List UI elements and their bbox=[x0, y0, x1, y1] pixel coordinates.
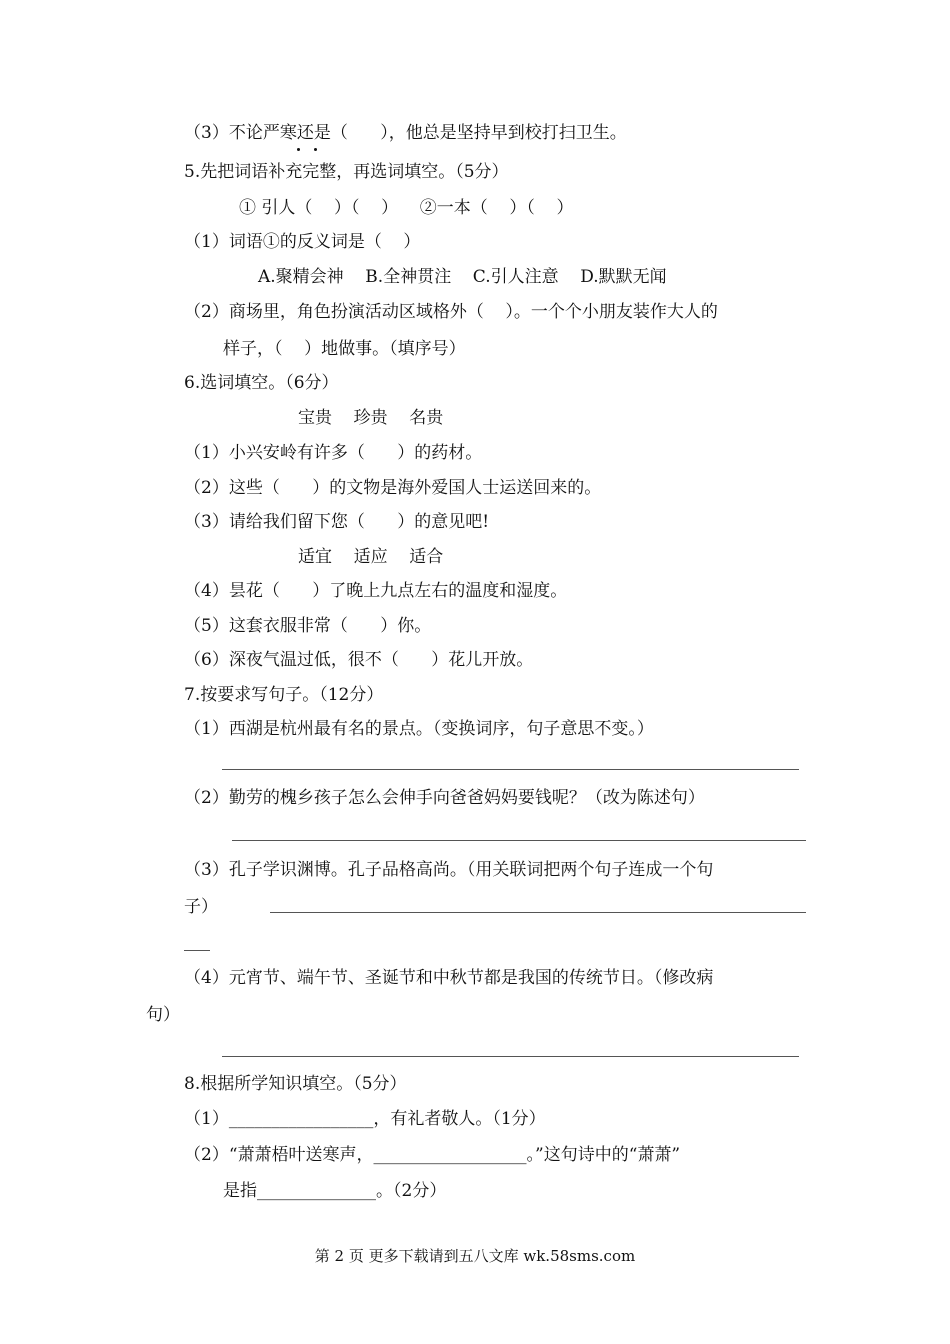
question-6-6: （6）深夜气温过低，很不（ ）花儿开放。 bbox=[184, 650, 534, 670]
question-5-2-continued: 样子，（ ）地做事。（填序号） bbox=[223, 339, 466, 359]
emphasis-dot bbox=[314, 148, 317, 151]
question-7-3: （3）孔子学识渊博。孔子品格高尚。（用关联词把两个句子连成一个句 bbox=[184, 860, 714, 880]
answer-line bbox=[270, 912, 806, 913]
question-7-2: （2）勤劳的槐乡孩子怎么会伸手向爸爸妈妈要钱呢？（改为陈述句） bbox=[184, 788, 705, 808]
question-8-title: 8.根据所学知识填空。（5分） bbox=[184, 1074, 407, 1094]
question-6-5: （5）这套衣服非常（ ）你。 bbox=[184, 616, 432, 636]
question-6-3: （3）请给我们留下您（ ）的意见吧! bbox=[184, 512, 490, 532]
question-6-word-choices-1: 宝贵 珍贵 名贵 bbox=[298, 408, 444, 428]
page-footer: 第 2 页 更多下载请到五八文库 wk.58sms.com bbox=[314, 1247, 636, 1265]
question-5-title: 5.先把词语补充完整，再选词填空。（5分） bbox=[184, 162, 509, 182]
question-7-1: （1）西湖是杭州最有名的景点。（变换词序，句子意思不变。） bbox=[184, 719, 654, 739]
answer-line bbox=[222, 1056, 799, 1057]
question-6-word-choices-2: 适宜 适应 适合 bbox=[298, 547, 444, 567]
question-5-options: A.聚精会神 B.全神贯注 C.引人注意 D.默默无闻 bbox=[258, 267, 667, 287]
question-8-2: （2）“萧萧梧叶送寒声，__________________。”这句诗中的“萧萧” bbox=[184, 1145, 681, 1165]
question-7-3-continued: 子） bbox=[184, 897, 218, 917]
question-7-4-continued: 句） bbox=[146, 1005, 180, 1025]
question-4-3: （3）不论严寒还是（ ），他总是坚持早到校打扫卫生。 bbox=[184, 123, 627, 143]
question-8-2-continued: 是指______________。（2分） bbox=[223, 1181, 447, 1201]
question-8-1: （1）_________________，有礼者敬人。（1分） bbox=[184, 1109, 546, 1129]
answer-line bbox=[232, 840, 806, 841]
question-6-1: （1）小兴安岭有许多（ ）的药材。 bbox=[184, 443, 483, 463]
question-5-2: （2）商场里，角色扮演活动区域格外（ ）。一个个小朋友装作大人的 bbox=[184, 302, 718, 322]
question-5-1: （1）词语①的反义词是（ ） bbox=[184, 232, 421, 252]
emphasis-dot bbox=[297, 148, 300, 151]
question-6-title: 6.选词填空。（6分） bbox=[184, 373, 339, 393]
question-7-4: （4）元宵节、端午节、圣诞节和中秋节都是我国的传统节日。（修改病 bbox=[184, 968, 714, 988]
question-6-4: （4）昙花（ ）了晚上九点左右的温度和湿度。 bbox=[184, 581, 568, 601]
answer-line bbox=[222, 769, 799, 770]
question-7-title: 7.按要求写句子。（12分） bbox=[184, 685, 384, 705]
question-5-words: ① 引人（ ）（ ） ②一本（ ）（ ） bbox=[239, 198, 574, 218]
question-6-2: （2）这些（ ）的文物是海外爱国人士运送回来的。 bbox=[184, 478, 602, 498]
answer-line bbox=[184, 950, 210, 951]
